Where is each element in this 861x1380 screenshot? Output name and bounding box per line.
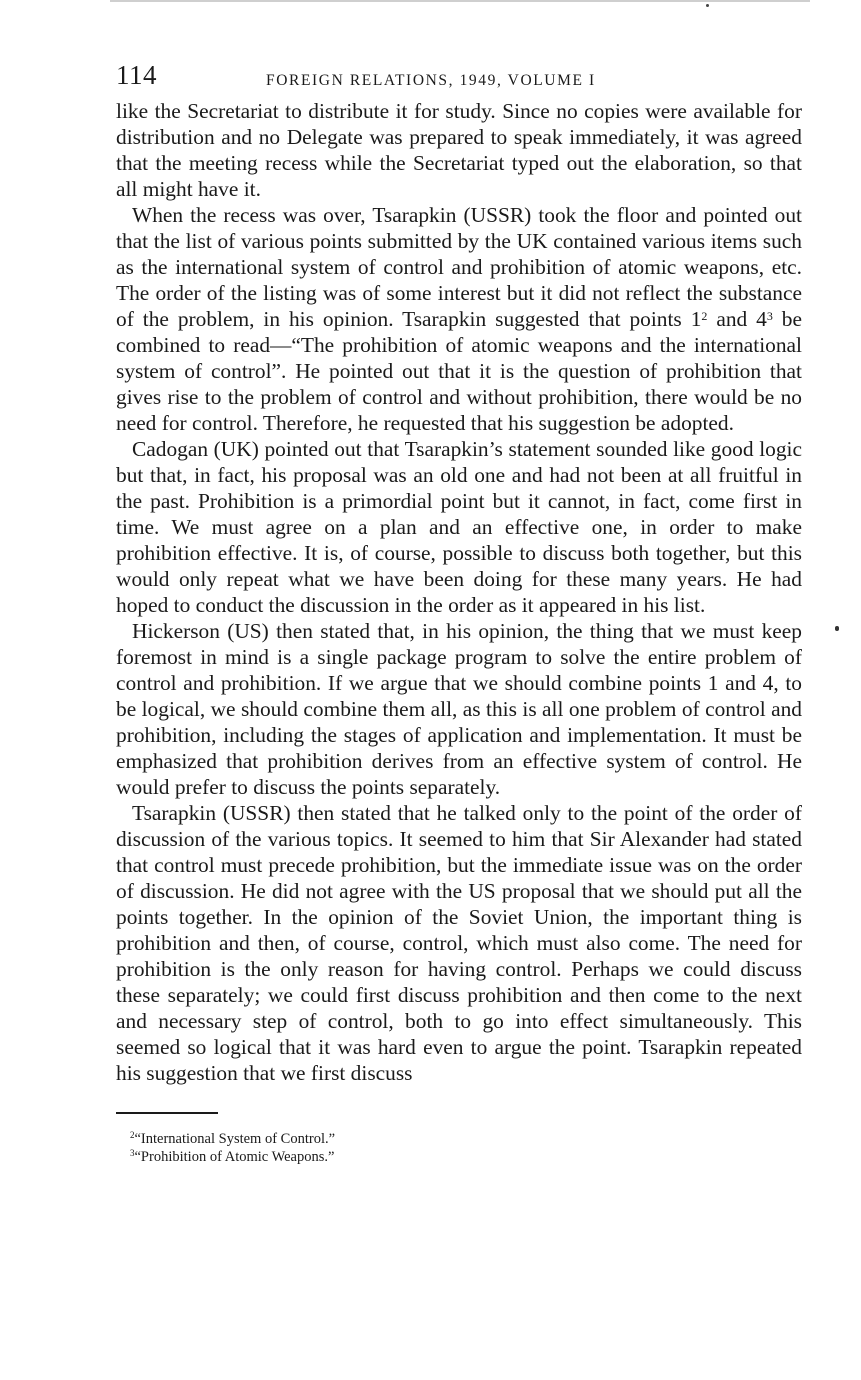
footnote-3 (130, 1148, 802, 1166)
page-number: 114 (116, 60, 157, 90)
footnote-ref-3: 3 (766, 309, 773, 323)
footnote-marker: 2 (130, 1129, 135, 1140)
paragraph-2-part-3: be combined to read—“The prohibition of atomic weapons and the international system of control”. He pointed out that it is the question of prohibition that gives rise to the problem of control and without prohibition, there would be no need for control. Therefore, he requested that his suggestion be adopted. (116, 307, 802, 435)
print-speck (706, 4, 709, 7)
paragraph-2-part-1: When the recess was over, Tsarapkin (USSR) took the floor and pointed out that the list of various points submitted by the UK contained various items such as the international system of control and prohibition of atomic weapons, etc. The order of the listing was of some interest but it did not reflect the substance of the problem, in his opinion. Tsarapkin suggested that points 1 (116, 203, 802, 331)
margin-speck (835, 626, 839, 631)
footnote-divider (116, 1112, 218, 1114)
body-text (116, 98, 802, 1086)
paragraph-3: Cadogan (UK) pointed out that Tsarapkin’s statement sounded like good logic but that, in fact, his proposal was an old one and had not been at all fruitful in the past. Prohibition is a primordial point but it cannot, in fact, come first in time. We must agree on a plan and an effective one, in order to make prohibition effective. It is, of course, possible to discuss both together, but this would only repeat what we have been doing for these many years. He had hoped to conduct the discussion in the order as it appeared in his list. (116, 437, 802, 617)
paragraph-4: Hickerson (US) then stated that, in his opinion, the thing that we must keep foremost in mind is a single package program to solve the entire problem of control and prohibition. If we argue that we should combine points 1 and 4, to be logical, we should combine them all, as this is all one problem of control and prohibition, including the stages of application and implementation. It must be emphasized that prohibition derives from an effective system of control. He would prefer to discuss the points separately. (116, 619, 802, 799)
footnote-ref-2: 2 (701, 309, 708, 323)
footnote-text: “International System of Control.” (134, 1130, 336, 1147)
top-edge-rule (110, 0, 810, 2)
running-head: FOREIGN RELATIONS, 1949, VOLUME I (266, 72, 596, 89)
paragraph-2-part-2: and 4 (707, 307, 767, 331)
document-page (116, 58, 802, 1166)
footnote-text: “Prohibition of Atomic Weapons.” (134, 1148, 335, 1165)
paragraph-5: Tsarapkin (USSR) then stated that he talked only to the point of the order of discussion of the various topics. It seemed to him that Sir Alexander had stated that control must precede prohibition, but the immediate issue was on the order of discussion. He did not agree with the US proposal that we should put all the points together. In the opinion of the Soviet Union, the important thing is prohibition and then, of course, control, which must also come. The need for prohibition is the only reason for having control. Perhaps we could discuss these separately; we could first discuss prohibition and then come to the next and necessary step of control, both to go into effect simultaneously. This seemed so logical that it was hard even to argue the point. Tsarapkin repeated his suggestion that we first discuss (116, 801, 802, 1085)
paragraph-2 (116, 202, 802, 436)
footnote-marker: 3 (130, 1147, 135, 1158)
footnotes (116, 1130, 802, 1166)
page-header (116, 58, 802, 98)
paragraph-1: like the Secretariat to distribute it for study. Since no copies were available for distribution and no Delegate was prepared to speak immediately, it was agreed that the meeting recess while the Secretariat typed out the elaboration, so that all might have it. (116, 99, 802, 201)
footnote-2 (130, 1130, 802, 1148)
